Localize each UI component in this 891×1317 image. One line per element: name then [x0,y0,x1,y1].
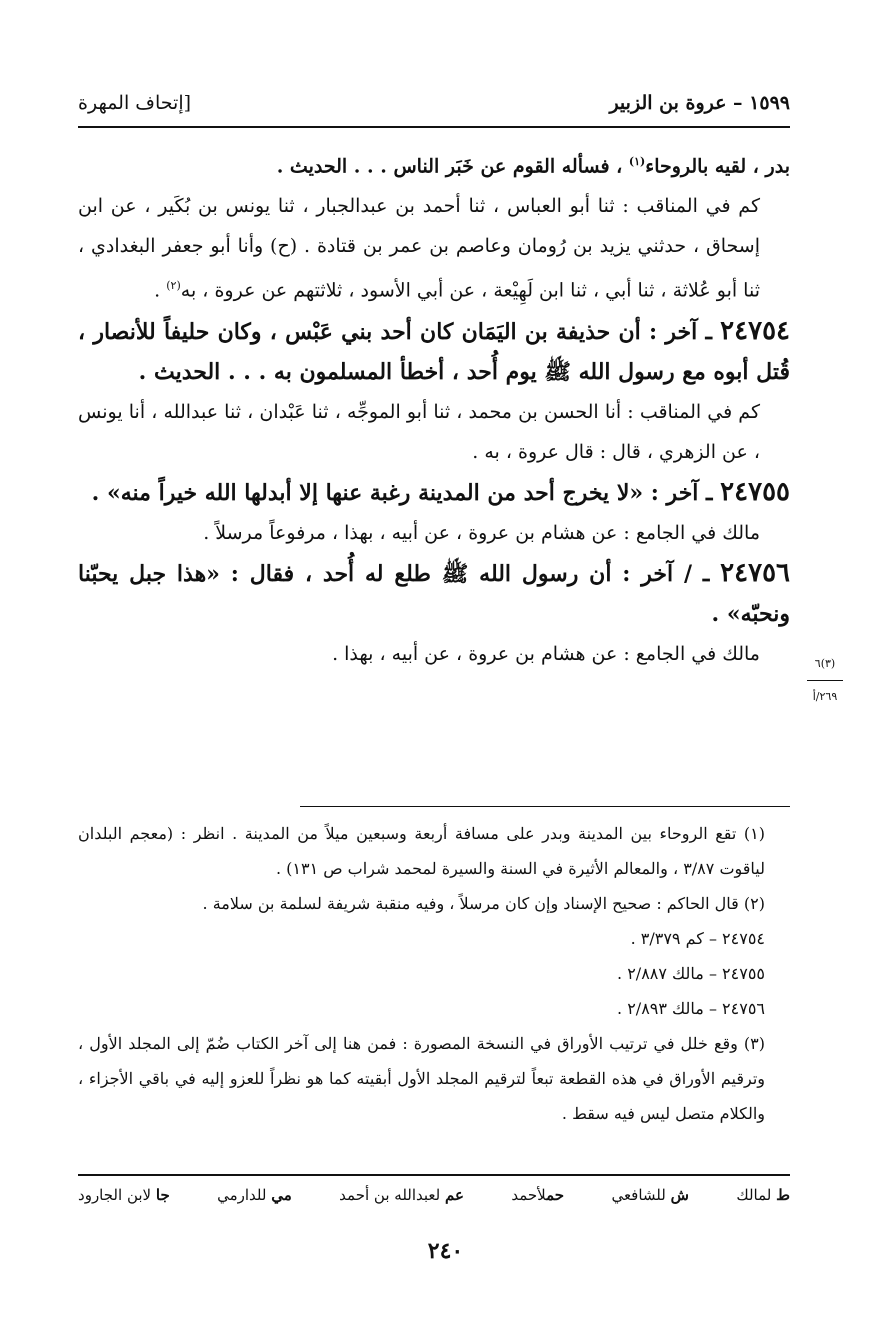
legend-item: مي للدارمي [217,1186,292,1204]
paragraph-3: كم في المناقب : أنا الحسن بن محمد ، ثنا أبو الموجِّه ، ثنا عَبْدان ، ثنا عبدالله ، أنا يونس ، عن الزهري ، قال : قال عروة ، به . [78,400,760,463]
header-book-title: [إتحاف المهرة [78,92,192,114]
page-header [78,74,790,114]
paragraph-1 [78,142,790,186]
footnote-ref-2: (٢) [166,279,181,293]
footnote-ref-24754: ٢٤٧٥٤ – كم ٣/٣٧٩ . [630,929,765,948]
legend-item: عم لعبدالله بن أحمد [339,1186,464,1204]
footnotes [78,816,790,1131]
paragraph-2 [78,186,790,310]
margin-note-bottom: ٢٦٩/أ [812,690,838,703]
paragraph-2-text: كم في المناقب : ثنا أبو العباس ، ثنا أحمد بن عبدالجبار ، ثنا يونس بن بُكَير ، عن ابن إسحاق ، حدثني يزيد بن رُومان وعاصم بن عمر بن قتادة . (ح) وأنا أبو جعفر البغدادي ، ثنا أبو عُلاثة ، ثنا أبي ، ثنا ابن لَهِيْعة ، عن أبي الأسود ، ثلاثتهم عن عروة ، به [78,195,760,302]
paragraph-1-text: بدر ، لقيه بالروحاء [645,155,790,178]
paragraph-4: مالك في الجامع : عن هشام بن عروة ، عن أبيه ، بهذا ، مرفوعاً مرسلاً . [203,521,760,544]
footnote-2: (٢) قال الحاكم : صحيح الإسناد وإن كان مرسلاً ، وفيه منقبة شريفة لسلمة بن سلامة . [202,894,765,913]
main-text [78,142,790,674]
page-number: ٢٤٠ [427,1238,464,1264]
entry-text: ـ آخر : «لا يخرج أحد من المدينة رغبة عنها إلا أبدلها الله خيراً منه» . [91,479,721,506]
entry-24754 [78,311,790,392]
footnote-ref-24755: ٢٤٧٥٥ – مالك ٢/٨٨٧ . [617,964,765,983]
entry-text: ـ آخر : أن حذيفة بن اليَمَان كان أحد بني عَبْس ، وكان حليفاً للأنصار ، قُتل أبوه مع رسول الله ﷺ يوم أُحد ، أخطأ المسلمون به . . . الحديث . [78,318,790,385]
entry-24756 [78,553,790,634]
legend-item: جا لابن الجارود [78,1186,170,1204]
legend-item: حملأحمد [511,1186,565,1204]
footnote-1: (١) تقع الروحاء بين المدينة وبدر على مسافة أربعة وسبعين ميلاً من المدينة . انظر : (معجم البلدان لياقوت ٣/٨٧ ، والمعالم الأثيرة في السنة والسيرة لمحمد شراب ص ١٣١) . [78,824,765,878]
legend-item: ش للشافعي [611,1186,689,1204]
footnote-rule [300,806,790,807]
paragraph-2-end: . [154,279,167,302]
entry-number: ٢٤٧٥٦ [720,557,790,588]
entry-text: ـ / آخر : أن رسول الله ﷺ طلع له أُحد ، فقال : «هذا جبل يحبّنا ونحبّه» . [78,560,790,627]
margin-note-top: (٣)٦ [814,657,836,670]
entry-number: ٢٤٧٥٥ [720,476,790,507]
header-chapter-title: ١٥٩٩ – عروة بن الزبير [609,92,790,114]
entry-24755 [78,472,790,513]
footnote-3: (٣) وقع خلل في ترتيب الأوراق في النسخة المصورة : فمن هنا إلى آخر الكتاب ضُمّ إلى المجلد الأول ، وترقيم الأوراق في هذه القطعة تبعاً لترقيم المجلد الأول أبقيته كما هو نظراً للعزو إليه في باقي الأجزاء ، والكلام متصل ليس فيه سقط . [78,1034,766,1123]
header-rule [78,126,790,128]
paragraph-1-text-end: ، فسأله القوم عن خَبَر الناس . . . الحديث . [276,155,629,178]
legend-item: ط لمالك [736,1186,790,1204]
paragraph-5: مالك في الجامع : عن هشام بن عروة ، عن أبيه ، بهذا . [332,642,760,665]
abbreviation-legend [78,1186,790,1204]
margin-note [805,656,845,705]
legend-rule [78,1174,790,1176]
footnote-ref-24756: ٢٤٧٥٦ – مالك ٢/٨٩٣ . [617,999,765,1018]
entry-number: ٢٤٧٥٤ [720,315,790,346]
margin-note-divider [807,680,843,681]
footnote-ref-1: (١) [628,155,646,168]
